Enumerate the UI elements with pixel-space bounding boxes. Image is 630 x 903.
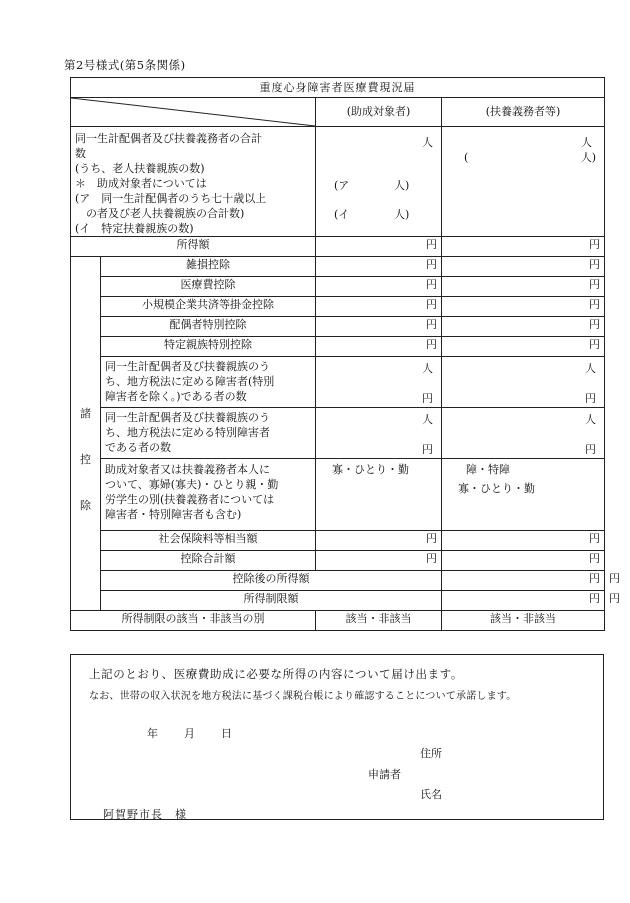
deduction-label: 配偶者特別控除	[101, 317, 316, 337]
dependents-label-line: 同一生計配偶者及び扶養義務者の合計	[75, 132, 262, 145]
special-disabled-supporter-cell[interactable]	[442, 408, 605, 459]
diagonal-line	[71, 98, 315, 126]
deductions-group-label	[71, 257, 101, 611]
subject-a-unit: 人)	[394, 179, 410, 192]
declaration-box	[70, 654, 604, 820]
special-disabled-subject-cell[interactable]	[316, 408, 442, 459]
dependents-label-line: (うち、老人扶養親族の数)	[75, 162, 205, 175]
unit-yen: 円	[585, 392, 596, 405]
applicant-label: 申請者	[368, 768, 401, 781]
income-limit-label: 所得制限額	[101, 591, 442, 611]
address-label: 住所	[420, 747, 442, 760]
widow-status-supporter-cell[interactable]	[442, 459, 605, 531]
subject-i-label: (イ	[334, 208, 350, 221]
consent-text: なお、世帯の収入状況を地方税法に基づく課税台帳により確認することについて承諾します。	[89, 691, 517, 702]
date-day-label: 日	[221, 727, 232, 740]
deduction-subject-cell[interactable]: 円	[316, 277, 442, 297]
column-header-supporter: (扶養義務者等)	[442, 98, 605, 127]
dependents-label-line: (イ 特定扶養親族の数)	[75, 222, 194, 235]
label-line: 障害者・特別障害者も含む)	[105, 508, 242, 521]
deduction-supporter-cell[interactable]: 円	[442, 277, 605, 297]
income-limit-subject-cell[interactable]: 円	[442, 591, 605, 611]
dependents-supporter-cell[interactable]	[442, 127, 605, 237]
dependents-subject-cell[interactable]	[316, 127, 442, 237]
column-header-subject: (助成対象者)	[316, 98, 442, 127]
deduction-supporter-cell[interactable]: 円	[442, 297, 605, 317]
deduction-subject-cell[interactable]: 円	[316, 337, 442, 357]
deductions-group-char: 諸	[80, 406, 91, 420]
form-number: 第2号様式(第5条関係)	[64, 58, 186, 72]
income-after-label: 控除後の所得額	[101, 571, 442, 591]
unit-people: 人	[422, 413, 433, 426]
income-subject-cell[interactable]: 円	[316, 237, 442, 257]
status-options: 寡・ひとり・勤	[332, 463, 409, 476]
special-disabled-dependents-label	[101, 408, 316, 459]
unit-people: 人	[585, 362, 596, 375]
label-line: 同一生計配偶者及び扶養親族のう	[105, 360, 270, 373]
total-deductions-supporter-cell[interactable]: 円	[442, 551, 605, 571]
deductions-group-char: 控	[80, 452, 91, 466]
subject-i-unit: 人)	[394, 208, 410, 221]
dependents-label-line: ＊ 助成対象者については	[75, 177, 207, 190]
limit-applicability-subject[interactable]: 該当・非該当	[316, 611, 442, 631]
deduction-supporter-cell[interactable]: 円	[442, 257, 605, 277]
total-deductions-subject-cell[interactable]: 円	[316, 551, 442, 571]
unit-people-paren: 人)	[580, 151, 596, 164]
total-deductions-label: 控除合計額	[101, 551, 316, 571]
income-label: 所得額	[71, 237, 316, 257]
disability-options: 障・特障	[466, 463, 510, 476]
social-insurance-supporter-cell[interactable]: 円	[442, 531, 605, 551]
label-line: 同一生計配偶者及び扶養親族のう	[105, 411, 270, 424]
deductions-group-char: 除	[80, 498, 91, 512]
label-line: 労学生の別(扶養義務者については	[105, 493, 275, 506]
disabled-dependents-label	[101, 357, 316, 408]
header-diagonal-cell	[71, 98, 316, 127]
disabled-dependents-subject-cell[interactable]	[316, 357, 442, 408]
widow-status-subject-cell[interactable]	[316, 459, 442, 531]
unit-yen: 円	[422, 443, 433, 456]
deduction-supporter-cell[interactable]: 円	[442, 317, 605, 337]
income-report-table: 重度心身障害者医療費現況届 (助成対象者) (扶養義務者等) 同一生計配偶者及び扶養義務者の合計 数 (うち、老人扶養親族の数) ＊ 助成対象者については (ア 同一生計配偶者のうち七十歳以上 の者及び老人扶養親族の合計数) (イ 特定扶養親族の数) 人 (ア 人) (イ 人) 人 ( 人) 所得額 円 円 諸 控 除 雑損控除 円 円 医療費控除 円 円 小規模企業共済等掛金控除 円 円 配偶者特別控除 円 円 特定親族特別控除 円 円 同一生計配偶者及び扶養親族のう ち、地方税法に定める障害者(特別 障害者を除く。)である者の数 人 円 人 円 同一生計配偶者及び扶養親族のう ち、地方税法に定める特別障害者 である者の数 人 円 人 円 助成対象者又は扶養義務者本人に ついて、寡婦(寡夫)・ひとり親・勤 労学生の別(扶養義務者については 障害者・特別障害者も含む) 寡・ひとり・勤 障・特障 寡・ひとり・勤 社会保険料等相当額 円 円 控除合計額 円 円 控除後の所得額 円 円 所得制限額 円 円 所得制限の該当・非該当の別 該当・非該当 該当・非該当	[70, 77, 605, 631]
label-line: 障害者を除く。)である者の数	[105, 390, 247, 403]
social-insurance-label: 社会保険料等相当額	[101, 531, 316, 551]
date-year-label: 年	[147, 727, 158, 740]
date-month-label: 月	[184, 727, 195, 740]
label-line: ち、地方税法に定める障害者(特別	[105, 375, 275, 388]
form-title: 重度心身障害者医療費現況届	[71, 78, 605, 98]
dependents-label-line: (ア 同一生計配偶者のうち七十歳以上	[75, 192, 267, 205]
income-supporter-cell[interactable]: 円	[442, 237, 605, 257]
dependents-label-line: 数	[75, 147, 86, 160]
label-line: ち、地方税法に定める特別障害者	[105, 426, 270, 439]
subject-a-label: (ア	[334, 179, 350, 192]
deduction-subject-cell[interactable]: 円	[316, 257, 442, 277]
addressee: 阿賀野市長 様	[103, 808, 187, 821]
limit-applicability-label: 所得制限の該当・非該当の別	[71, 611, 316, 631]
unit-yen: 円	[422, 392, 433, 405]
limit-applicability-supporter[interactable]: 該当・非該当	[442, 611, 605, 631]
unit-yen: 円	[585, 443, 596, 456]
deduction-supporter-cell[interactable]: 円	[442, 337, 605, 357]
deduction-subject-cell[interactable]: 円	[316, 297, 442, 317]
label-line: ついて、寡婦(寡夫)・ひとり親・勤	[105, 478, 279, 491]
deduction-subject-cell[interactable]: 円	[316, 317, 442, 337]
dependents-label-line: の者及び老人扶養親族の合計数)	[75, 207, 245, 220]
unit-people: 人	[422, 136, 433, 149]
label-line: 助成対象者又は扶養義務者本人に	[105, 463, 270, 476]
deduction-label: 特定親族特別控除	[101, 337, 316, 357]
deduction-label: 小規模企業共済等掛金控除	[101, 297, 316, 317]
deduction-label: 医療費控除	[101, 277, 316, 297]
social-insurance-subject-cell[interactable]: 円	[316, 531, 442, 551]
paren-open: (	[464, 151, 469, 164]
unit-people: 人	[422, 362, 433, 375]
income-after-subject-cell[interactable]: 円	[442, 571, 605, 591]
unit-people: 人	[585, 413, 596, 426]
status-options: 寡・ひとり・勤	[458, 482, 535, 495]
deduction-label: 雑損控除	[101, 257, 316, 277]
label-line: である者の数	[105, 441, 171, 454]
dependents-label	[71, 127, 316, 237]
disabled-dependents-supporter-cell[interactable]	[442, 357, 605, 408]
unit-people: 人	[581, 136, 592, 149]
widow-status-label	[101, 459, 316, 531]
name-label: 氏名	[420, 788, 442, 801]
declaration-text: 上記のとおり、医療費助成に必要な所得の内容について届け出ます。	[89, 667, 463, 681]
